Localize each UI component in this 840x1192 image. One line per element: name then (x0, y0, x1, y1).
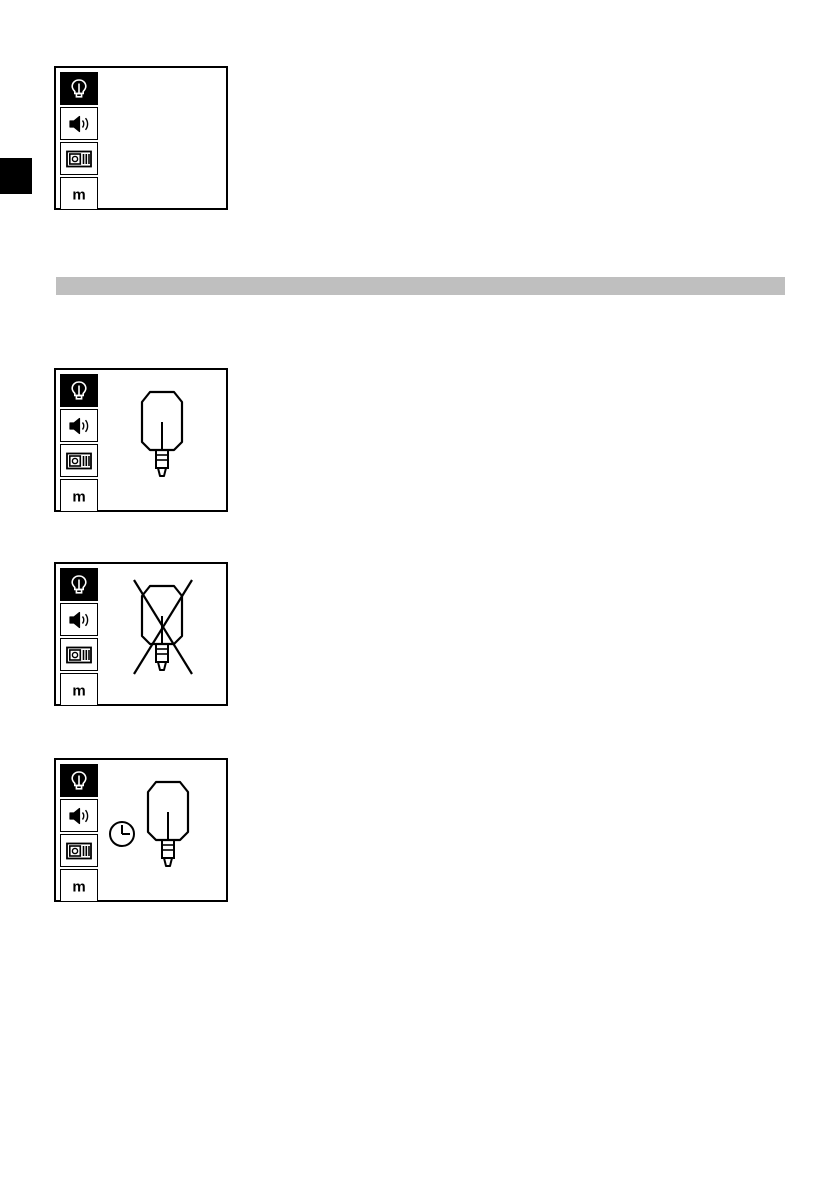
lamp-icon (66, 769, 92, 793)
sidebar-item-sound[interactable] (60, 603, 98, 636)
svg-text:m: m (72, 878, 86, 895)
sidebar-item-sound[interactable] (60, 409, 98, 442)
sidebar-item-meter[interactable] (60, 479, 98, 512)
section-separator (56, 277, 785, 295)
sidebar-item-lamp[interactable] (60, 72, 98, 105)
sidebar-item-sound[interactable] (60, 107, 98, 140)
svg-text:m: m (72, 186, 86, 203)
lamp-crossed-out-graphic (104, 564, 226, 704)
svg-text:m: m (72, 488, 86, 505)
panel-content-lamp-fault (104, 564, 226, 704)
speaker-icon (66, 113, 92, 135)
speaker-icon (66, 415, 92, 437)
icon-column (60, 374, 100, 512)
panel-content-empty (104, 68, 226, 208)
speaker-icon (66, 609, 92, 631)
page-edge-tab (0, 158, 32, 194)
sidebar-item-projector[interactable] (60, 834, 98, 867)
lamp-icon (66, 573, 92, 597)
sidebar-item-projector[interactable] (60, 638, 98, 671)
lamp-menu-empty-panel (54, 66, 228, 210)
projector-icon (65, 840, 93, 862)
projector-icon (65, 148, 93, 170)
lamp-status-runtime-panel (54, 758, 228, 902)
icon-column (60, 568, 100, 706)
sidebar-item-projector[interactable] (60, 142, 98, 175)
panel-content-lamp-runtime (104, 760, 226, 900)
projector-icon (65, 644, 93, 666)
m-unit-icon (66, 183, 92, 205)
lamp-icon (66, 77, 92, 101)
sidebar-item-sound[interactable] (60, 799, 98, 832)
lamp-graphic (104, 370, 226, 510)
projector-icon (65, 450, 93, 472)
lamp-icon (66, 379, 92, 403)
panel-content-lamp (104, 370, 226, 510)
svg-text:m: m (72, 682, 86, 699)
sidebar-item-lamp[interactable] (60, 764, 98, 797)
sidebar-item-meter[interactable] (60, 177, 98, 210)
m-unit-icon (66, 679, 92, 701)
m-unit-icon (66, 485, 92, 507)
icon-column (60, 72, 100, 210)
icon-column (60, 764, 100, 902)
sidebar-item-projector[interactable] (60, 444, 98, 477)
speaker-icon (66, 805, 92, 827)
lamp-with-clock-graphic (104, 760, 226, 900)
sidebar-item-lamp[interactable] (60, 374, 98, 407)
sidebar-item-lamp[interactable] (60, 568, 98, 601)
sidebar-item-meter[interactable] (60, 673, 98, 706)
m-unit-icon (66, 875, 92, 897)
lamp-status-normal-panel (54, 368, 228, 512)
lamp-status-failure-panel (54, 562, 228, 706)
sidebar-item-meter[interactable] (60, 869, 98, 902)
